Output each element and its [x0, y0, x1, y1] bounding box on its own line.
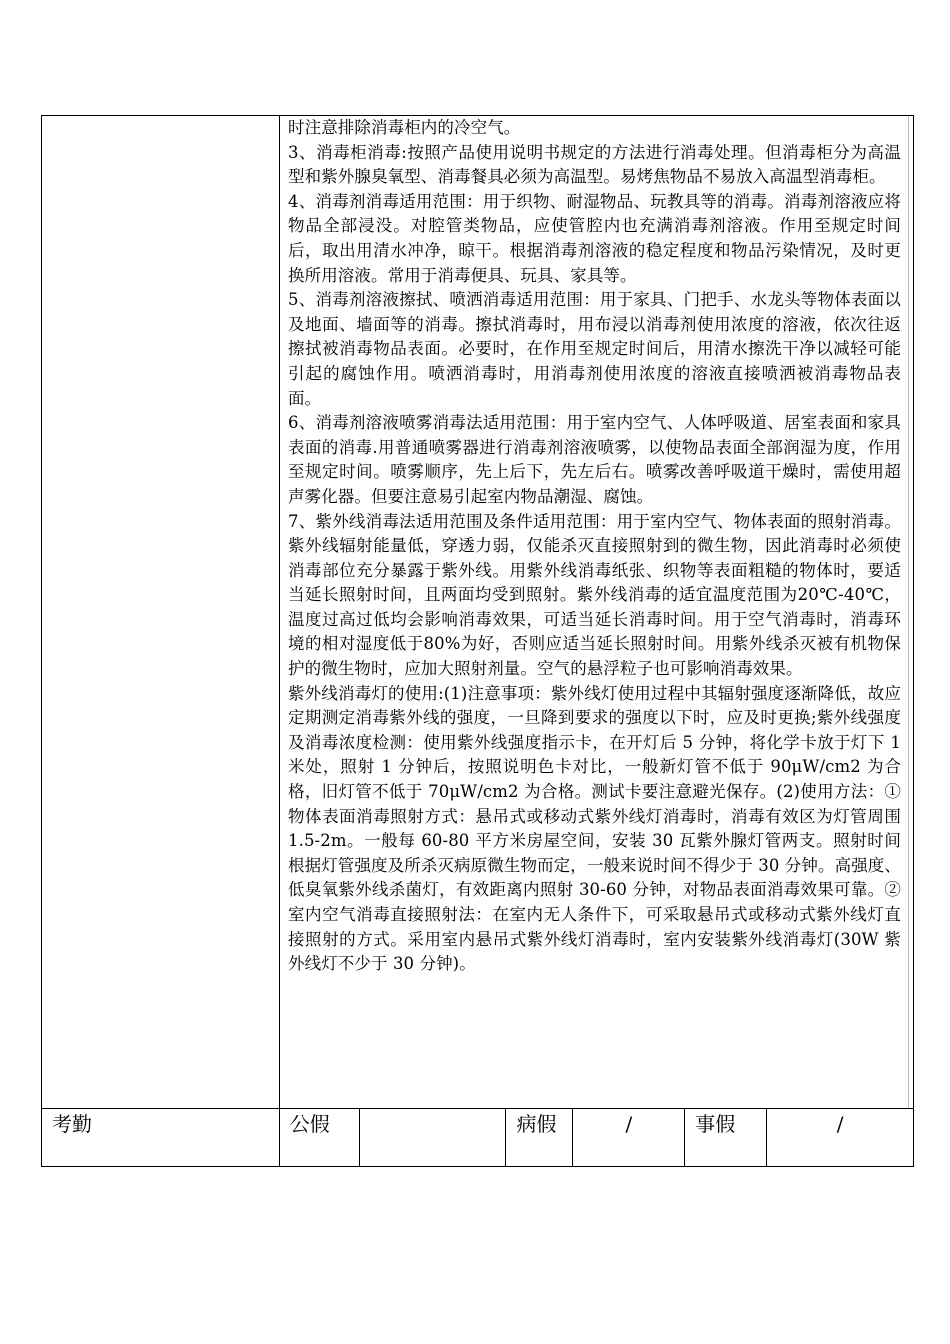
attendance-row	[42, 1109, 913, 1166]
paragraph: 3、消毒柜消毒:按照产品使用说明书规定的方法进行消毒处理。但消毒柜分为高温型和紫外腺臭氧型、消毒餐具必须为高温型。易烤焦物品不易放入高温型消毒柜。	[288, 142, 901, 187]
paragraph: 6、消毒剂溶液喷雾消毒法适用范围：用于室内空气、人体呼吸道、居室表面和家具表面的消毒.用普通喷雾器进行消毒剂溶液喷雾，以使物品表面全部润湿为度，作用至规定时间。喷雾顺序，先上后下，先左后右。喷雾改善呼吸道干燥时，需使用超声雾化器。但要注意易引起室内物品潮湿、腐蚀。	[288, 413, 901, 506]
sick-leave-label: 病假	[506, 1109, 573, 1166]
sick-leave-value[interactable]: /	[573, 1109, 685, 1166]
paragraph: 7、紫外线消毒法适用范围及条件适用范围：用于室内空气、物体表面的照射消毒。紫外线辐射能量低，穿透力弱，仅能杀灭直接照射到的微生物，因此消毒时必须使消毒部位充分暴露于紫外线。用紫外线消毒纸张、织物等表面粗糙的物体时，要适当延长照射时间，且两面均受到照射。紫外线消毒的适宜温度范围为20℃-40℃，温度过高过低均会影响消毒效果，可适当延长消毒时间。用于空气消毒时，消毒环境的相对湿度低于80%为好，否则应适当延长照射时间。用紫外线杀灭被有机物保护的微生物时，应加大照射剂量。空气的悬浮粒子也可影响消毒效果。	[288, 511, 901, 679]
content-row	[42, 116, 913, 1109]
left-label-cell	[42, 116, 280, 1108]
inner-border-line	[908, 116, 909, 1108]
paragraph: 紫外线消毒灯的使用:(1)注意事项：紫外线灯使用过程中其辐射强度逐渐降低，故应定期测定消毒紫外线的强度，一旦降到要求的强度以下时，应及时更换;紫外线强度及消毒浓度检测：使用紫外线强度指示卡，在开灯后 5 分钟，将化学卡放于灯下 1 米处，照射 1 分钟后，按照说明色卡对比，一般新灯管不低于 90μW/cm2 为合格，旧灯管不低于 70μW/cm2 为合格。测试卡要注意避光保存。(2)使用方法：①物体表面消毒照射方式：悬吊式或移动式紫外线灯消毒时，消毒有效区为灯管周围 1.5-2m。一般每 60-80 平方米房屋空间，安装 30 瓦紫外腺灯管两支。照射时间根据灯管强度及所杀灭病原微生物而定，一般来说时间不得少于 30 分钟。高强度、低臭氧紫外线杀菌灯，有效距离内照射 30-60 分钟，对物品表面消毒效果可靠。②室内空气消毒直接照射法：在室内无人条件下，可采取悬吊式或移动式紫外线灯直接照射的方式。采用室内悬吊式紫外线灯消毒时，室内安装紫外线消毒灯(30W 紫外线灯不少于 30 分钟)。	[288, 683, 901, 974]
paragraph: 时注意排除消毒柜内的冷空气。	[288, 118, 521, 137]
public-leave-value[interactable]	[360, 1109, 507, 1166]
paragraph: 4、消毒剂消毒适用范围：用于织物、耐湿物品、玩教具等的消毒。消毒剂溶液应将物品全部浸没。对腔管类物品，应使管腔内也充满消毒剂溶液。作用至规定时间后，取出用清水冲净，晾干。根据消毒剂溶液的稳定程度和物品污染情况，及时更换所用溶液。常用于消毒便具、玩具、家具等。	[288, 191, 901, 285]
personal-leave-value[interactable]: /	[836, 1112, 844, 1136]
paragraph: 5、消毒剂溶液擦拭、喷洒消毒适用范围：用于家具、门把手、水龙头等物体表面以及地面、墙面等的消毒。擦拭消毒时，用布浸以消毒剂使用浓度的溶液，依次往返擦拭被消毒物品表面。必要时，在作用至规定时间后，用清水擦洗干净以减轻可能引起的腐蚀作用。喷洒消毒时，用消毒剂使用浓度的溶液直接喷洒被消毒物品表面。	[288, 290, 901, 408]
record-table	[41, 115, 914, 1167]
content-text	[288, 116, 901, 977]
public-leave-label: 公假	[280, 1109, 360, 1166]
attendance-label: 考勤	[42, 1109, 280, 1166]
content-cell	[280, 116, 913, 1108]
personal-leave-label: 事假	[685, 1109, 767, 1166]
